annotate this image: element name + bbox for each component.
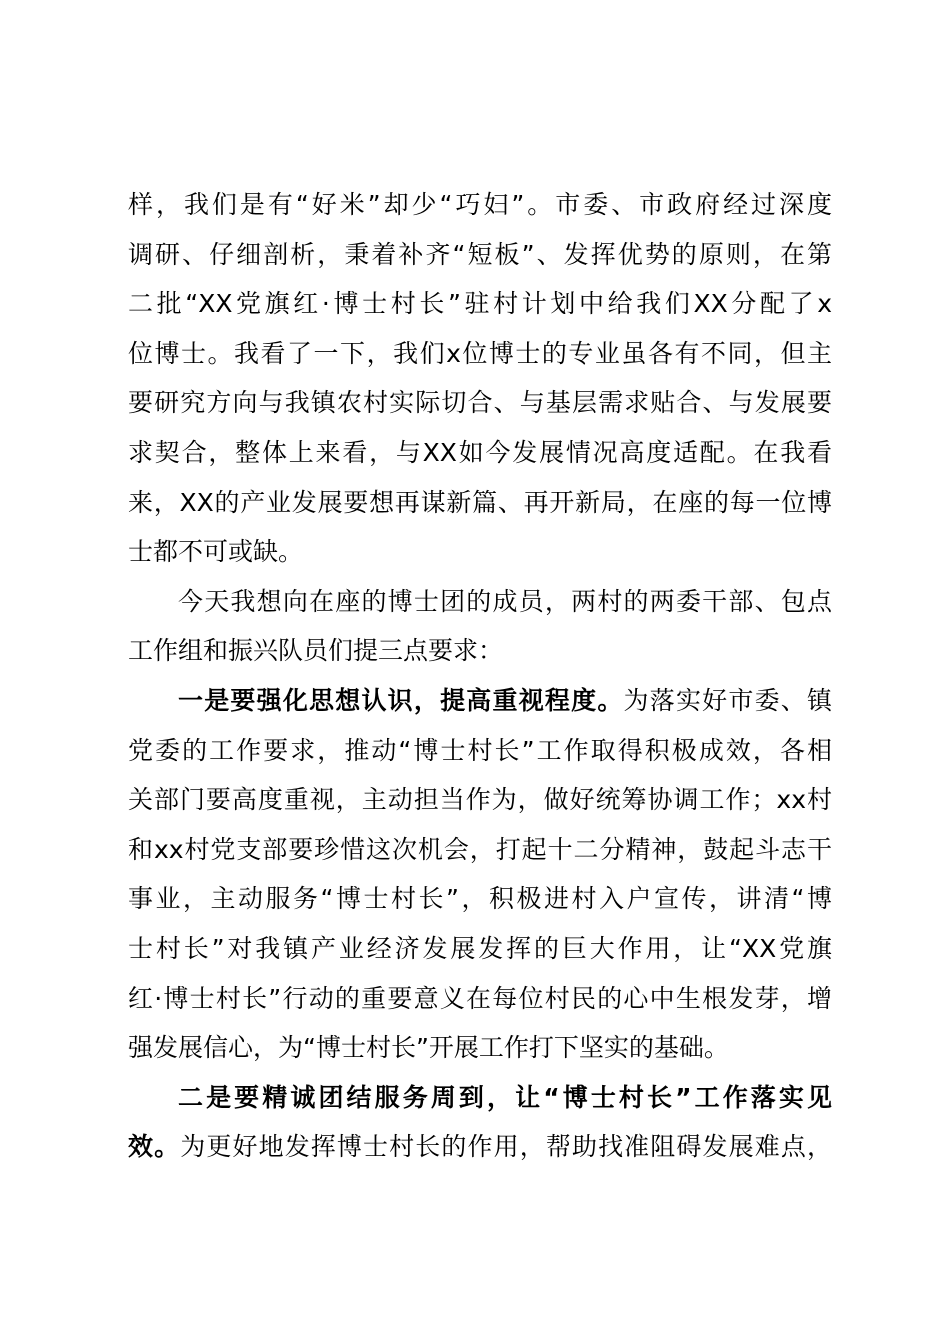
paragraph-first-line: 今天我想向在座的博士团的成员，两村的两委干部、包点: [178, 586, 832, 616]
text-line: 关部门要高度重视，主动担当作为，做好统筹协调工作；xx村: [128, 785, 832, 815]
text-line: 位博士。我看了一下，我们x位博士的专业虽各有不同，但主: [128, 338, 832, 368]
text-line: 调研、仔细剖析，秉着补齐“短板”、发挥优势的原则，在第: [128, 239, 832, 269]
text-line: 样，我们是有“好米”却少“巧妇”。市委、市政府经过深度: [128, 190, 832, 219]
text-line: [128, 1122, 832, 1172]
text-line: 二批“XX党旗红·博士村长”驻村计划中给我们XX分配了x: [128, 289, 832, 319]
text-line: 要研究方向与我镇农村实际切合、与基层需求贴合、与发展要: [128, 388, 832, 418]
text-line: 工作组和振兴队员们提三点要求：: [128, 636, 504, 666]
point-two-heading: 二是要精诚团结服务周到，让“博士村长”工作落实见: [178, 1082, 832, 1112]
point-one-heading: 一是要强化思想认识，提高重视程度。: [178, 685, 624, 715]
text-line: 来，XX的产业发展要想再谋新篇、再开新局，在座的每一位博: [128, 487, 832, 517]
text-line: 强发展信心，为“博士村长”开展工作打下坚实的基础。: [128, 1033, 729, 1063]
text-span: 为更好地发挥博士村长的作用，帮助找准阻碍发展难点，: [180, 1132, 832, 1162]
text-line: 事业，主动服务“博士村长”，积极进村入户宣传，讲清“博: [128, 884, 832, 914]
text-line: 红·博士村长”行动的重要意义在每位村民的心中生根发芽，增: [128, 983, 832, 1013]
point-two-heading-end: 效。: [128, 1132, 181, 1162]
text-span: 为落实好市委、镇: [623, 685, 832, 715]
text-line: 和xx村党支部要珍惜这次机会，打起十二分精神，鼓起斗志干: [128, 834, 832, 864]
text-line: 党委的工作要求，推动“博士村长”工作取得积极成效，各相: [128, 735, 832, 765]
text-line: 士都不可或缺。: [128, 537, 304, 567]
text-line: 求契合，整体上来看，与XX如今发展情况高度适配。在我看: [128, 437, 832, 467]
document-body: [128, 180, 832, 1172]
paragraph-first-line: [128, 676, 832, 726]
text-line: 士村长”对我镇产业经济发展发挥的巨大作用，让“XX党旗: [128, 933, 832, 963]
